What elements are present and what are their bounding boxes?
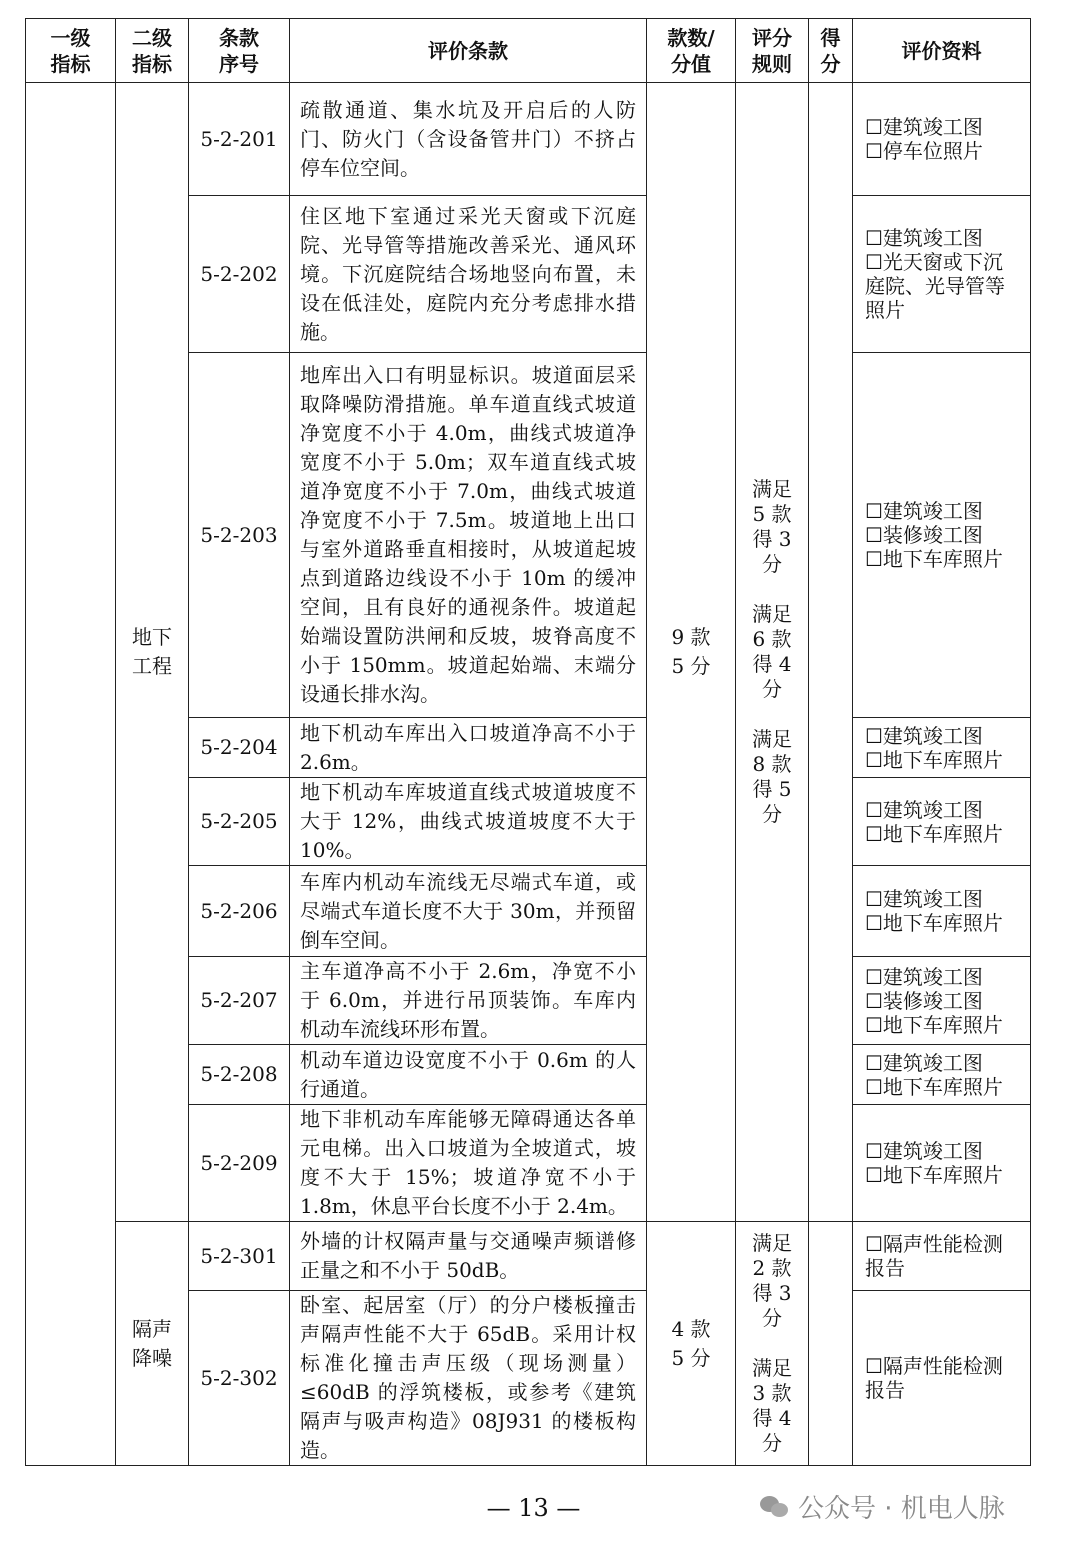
clause-text: 机动车道边设宽度不小于 0.6m 的人行通道。	[290, 1045, 647, 1105]
evaluation-table	[25, 18, 1031, 1466]
table-row	[26, 83, 1031, 196]
clause-text: 卧室、起居室（厅）的分户楼板撞击声隔声性能不大于 65dB。采用计权标准化撞击声压级（现场测量）≤60dB 的浮筑楼板，或参考《建筑隔声与吸声构造》08J931 的楼板构造。	[290, 1291, 647, 1466]
clause-id: 5-2-202	[189, 196, 290, 353]
clause-text: 地库出入口有明显标识。坡道面层采取降噪防滑措施。单车道直线式坡道净宽度不小于 4.0m，曲线式坡道净宽度不小于 5.0m；双车道直线式坡道净宽度不小于 7.0m，曲线式坡道净宽度不小于 7.5m。坡道地上出口与室外道路垂直相接时，从坡道起坡点到道路边线设不小于 10m 的缓冲空间，且有良好的通视条件。坡道起始端设置防洪闸和反坡，坡脊高度不小于 150mm。坡道起始端、末端分设通长排水沟。	[290, 353, 647, 718]
header-cell: 款数/ 分值	[647, 19, 736, 83]
clause-text: 地下非机动车库能够无障碍通达各单元电梯。出入口坡道为全坡道式，坡度不大于 15%；坡道净宽不小于 1.8m，休息平台长度不小于 2.4m。	[290, 1105, 647, 1222]
clause-id: 5-2-208	[189, 1045, 290, 1105]
materials-cell: ☐建筑竣工图 ☐地下车库照片	[853, 1045, 1031, 1105]
watermark	[760, 1488, 1005, 1525]
scoring-rule-cell: 满足 5 款 得 3 分 满足 6 款 得 4 分 满足 8 款 得 5 分	[736, 83, 809, 1222]
header-cell: 评价资料	[853, 19, 1031, 83]
scoring-rule-cell: 满足 2 款 得 3 分 满足 3 款 得 4 分	[736, 1222, 809, 1466]
header-cell: 评分 规则	[736, 19, 809, 83]
level2-cell: 隔声 降噪	[116, 1222, 189, 1466]
score-cell	[809, 83, 853, 1222]
clause-id: 5-2-301	[189, 1222, 290, 1291]
count-score-cell: 4 款 5 分	[647, 1222, 736, 1466]
clause-id: 5-2-201	[189, 83, 290, 196]
header-cell: 条款 序号	[189, 19, 290, 83]
materials-cell: ☐建筑竣工图 ☐光天窗或下沉庭院、光导管等照片	[853, 196, 1031, 353]
clause-id: 5-2-207	[189, 957, 290, 1045]
clause-text: 地下机动车库坡道直线式坡道坡度不大于 12%，曲线式坡道坡度不大于 10%。	[290, 778, 647, 866]
clause-id: 5-2-209	[189, 1105, 290, 1222]
clause-text: 车库内机动车流线无尽端式车道，或尽端式车道长度不大于 30m，并预留倒车空间。	[290, 866, 647, 957]
materials-cell: ☐建筑竣工图 ☐装修竣工图 ☐地下车库照片	[853, 957, 1031, 1045]
wechat-icon	[760, 1494, 790, 1520]
materials-cell: ☐建筑竣工图 ☐地下车库照片	[853, 718, 1031, 778]
header-cell: 得 分	[809, 19, 853, 83]
materials-cell: ☐建筑竣工图 ☐装修竣工图 ☐地下车库照片	[853, 353, 1031, 718]
watermark-text: 公众号 · 机电人脉	[798, 1494, 1005, 1524]
clause-id: 5-2-203	[189, 353, 290, 718]
materials-cell: ☐建筑竣工图 ☐停车位照片	[853, 83, 1031, 196]
level2-cell: 地下 工程	[116, 83, 189, 1222]
clause-id: 5-2-205	[189, 778, 290, 866]
clause-text: 外墙的计权隔声量与交通噪声频谱修正量之和不小于 50dB。	[290, 1222, 647, 1291]
clause-id: 5-2-302	[189, 1291, 290, 1466]
header-cell: 二级 指标	[116, 19, 189, 83]
clause-id: 5-2-204	[189, 718, 290, 778]
score-cell	[809, 1222, 853, 1466]
clause-text: 疏散通道、集水坑及开启后的人防门、防火门（含设备管井门）不挤占停车位空间。	[290, 83, 647, 196]
header-cell: 评价条款	[290, 19, 647, 83]
materials-cell: ☐隔声性能检测报告	[853, 1291, 1031, 1466]
clause-text: 主车道净高不小于 2.6m，净宽不小于 6.0m，并进行吊顶装饰。车库内机动车流线环形布置。	[290, 957, 647, 1045]
materials-cell: ☐建筑竣工图 ☐地下车库照片	[853, 866, 1031, 957]
clause-text: 地下机动车库出入口坡道净高不小于 2.6m。	[290, 718, 647, 778]
table-row	[26, 1222, 1031, 1291]
materials-cell: ☐建筑竣工图 ☐地下车库照片	[853, 778, 1031, 866]
clause-text: 住区地下室通过采光天窗或下沉庭院、光导管等措施改善采光、通风环境。下沉庭院结合场地竖向布置，未设在低洼处，庭院内充分考虑排水措施。	[290, 196, 647, 353]
header-cell: 一级 指标	[26, 19, 116, 83]
page-number: — 13 —	[486, 1494, 581, 1522]
count-score-cell: 9 款 5 分	[647, 83, 736, 1222]
level1-cell	[26, 83, 116, 1466]
clause-id: 5-2-206	[189, 866, 290, 957]
materials-cell: ☐隔声性能检测报告	[853, 1222, 1031, 1291]
materials-cell: ☐建筑竣工图 ☐地下车库照片	[853, 1105, 1031, 1222]
